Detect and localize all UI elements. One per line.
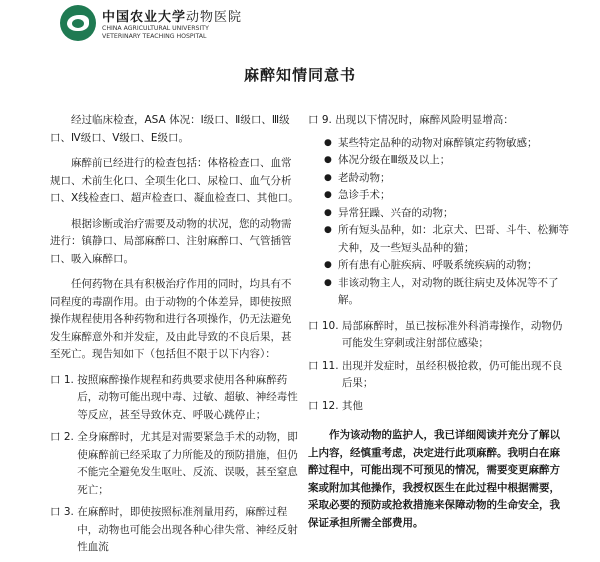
bullet-item: ● 异常狂躁、兴奋的动物；	[324, 205, 570, 223]
procedure-paragraph: 根据诊断或治疗需要及动物的状况，您的动物需进行：镇静口、局部麻醉口、注射麻醉口、气管插管口、吸入麻醉口。	[50, 217, 292, 265]
item-text: 出现并发症时，虽经积极抢救，仍可能出现不良后果；	[341, 359, 563, 389]
list-item	[308, 112, 570, 130]
item-text: 在麻醉时，即使按照标准剂量用药，麻醉过程中，动物也可能会出现各种心律失常、神经反射性血流	[77, 506, 298, 553]
hospital-brand	[102, 6, 242, 41]
risk-notice-paragraph: 任何药物在具有积极治疗作用的同时，均具有不同程度的毒副作用。由于动物的个体差异，即使按照操作规程使用各种药物和进行各项操作，仍无法避免发生麻醉意外和并发症，及由此导致的不良后果，甚至死亡。现告知如下（包括但不限于以下内容）：	[50, 278, 292, 360]
item-number: 口 12.	[308, 399, 342, 412]
item-text: 出现以下情况时，麻醉风险明显增高：	[335, 114, 514, 126]
item-text: 局部麻醉时，虽已按标准外科消毒操作，动物仍可能发生穿刺或注射部位感染；	[341, 319, 563, 349]
item-text: 全身麻醉时，尤其是对需要紧急手术的动物，即使麻醉前已经采取了力所能及的预防措施，但仍不能完全避免发生呕吐、反流、误吸，甚至窒息死亡；	[77, 431, 298, 496]
list-item	[308, 398, 570, 416]
bullet-item: ● 老龄动物；	[324, 170, 570, 188]
consent-statement: 作为该动物的监护人，我已详细阅读并充分了解以上内容，经慎重考虑，决定进行此项麻醉。我明白在麻醉过程中，可能出现不可预见的情况，需要变更麻醉方案或附加其他操作，我授权医生在此过程中根据需要，采取必要的预防或抢救措施来保障动物的生命安全，我保证承担所需全部费用。	[308, 429, 560, 529]
bullet-item: ● 所有短头品种，如：北京犬、巴哥、斗牛、松狮等犬种，及一些短头品种的猫；	[324, 222, 570, 257]
item-number: 口 11.	[308, 359, 342, 372]
bullet-item: ● 某些特定品种的动物对麻醉镇定药物敏感；	[324, 135, 570, 153]
item-number: 口 10.	[308, 319, 342, 332]
list-item	[50, 429, 300, 499]
item-number: 口 1.	[50, 373, 78, 386]
right-column	[308, 112, 570, 532]
risk-bullet-list	[324, 135, 570, 310]
item-number: 口 9.	[308, 114, 336, 126]
brand-university: 中国农业大学	[102, 9, 187, 25]
list-item	[50, 372, 300, 425]
bullet-item: ● 非该动物主人，对动物的既往病史及体况等不了解。	[324, 275, 570, 310]
brand-chinese-name	[102, 6, 242, 25]
hospital-logo-icon	[60, 5, 96, 41]
list-item	[308, 318, 570, 353]
document-title: 麻醉知情同意书	[243, 66, 356, 84]
exams-paragraph: 麻醉前已经进行的检查包括：体格检查口、血常规口、术前生化口、全项生化口、尿检口、血气分析口、X线检查口、超声检查口、凝血检查口、其他口。	[50, 157, 299, 204]
brand-english-line2: VETERINARY TEACHING HOSPITAL	[102, 32, 207, 40]
bullet-item: ● 所有患有心脏疾病、呼吸系统疾病的动物；	[324, 257, 570, 275]
bullet-item: ● 急诊手术；	[324, 187, 570, 205]
asa-paragraph: 经过临床检查，ASA 体况：Ⅰ级口、Ⅱ级口、Ⅲ级口、Ⅳ级口、Ⅴ级口、E级口。	[50, 114, 290, 144]
item-text: 按照麻醉操作规程和药典要求使用各种麻醉药后，动物可能出现中毒、过敏、超敏、神经毒性等反应，甚至导致休克、呼吸心跳停止；	[77, 373, 298, 421]
left-column	[50, 112, 300, 562]
list-item	[50, 504, 300, 557]
hospital-header	[60, 5, 242, 41]
list-item	[308, 358, 570, 393]
item-number: 口 3.	[50, 506, 78, 518]
brand-english-line1: CHINA AGRICULTURAL UNIVERSITY	[102, 24, 209, 32]
item-number: 口 2.	[50, 431, 78, 443]
bullet-item: ● 体况分级在Ⅲ级及以上；	[324, 152, 570, 170]
item-text: 其他	[341, 399, 363, 412]
brand-hospital: 动物医院	[186, 9, 243, 25]
